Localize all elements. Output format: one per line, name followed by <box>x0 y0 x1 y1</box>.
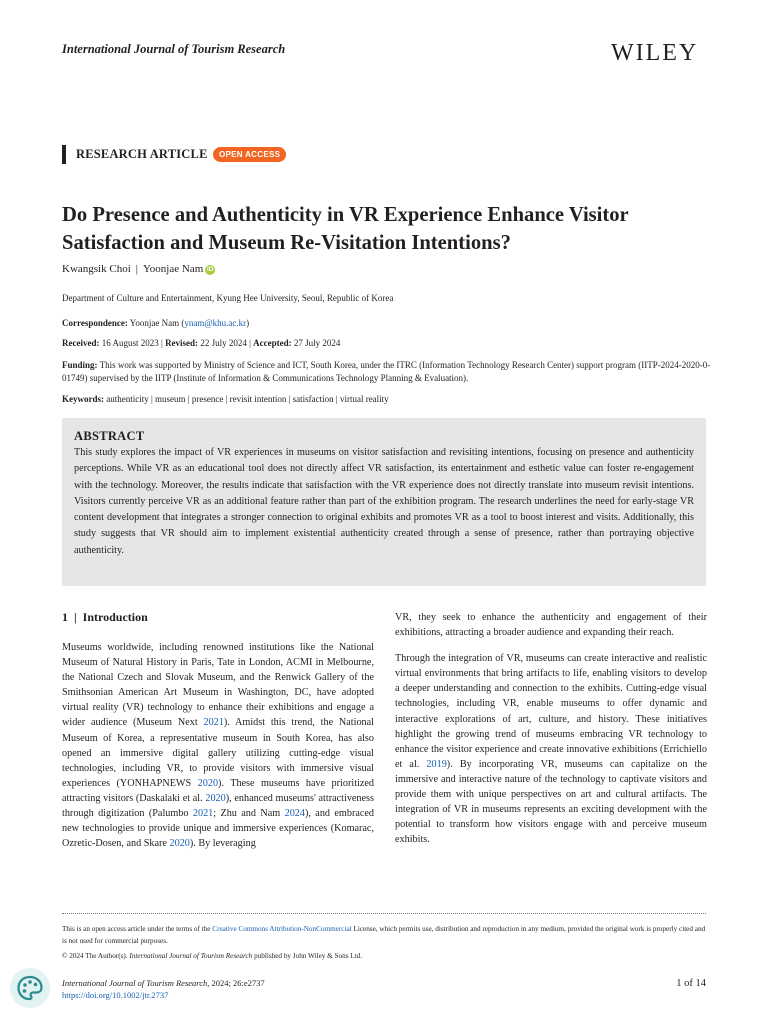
revised-label: Revised: <box>165 338 199 348</box>
citation-link[interactable]: 2020 <box>169 838 190 850</box>
keywords-label: Keywords: <box>62 394 104 404</box>
license-notice: This is an open access article under the terms of the Creative Commons Attribution-NonCommercial License, which permits use, distribution and reproduction in any medium, provided the original work is properly cited and is not used for commercial purposes. <box>62 925 706 945</box>
publisher-logo[interactable]: WILEY <box>611 40 699 66</box>
funding-label: Funding: <box>62 360 98 370</box>
body-paragraph: Museums worldwide, including renowned institutions like the National Museum of Natural History in Paris, Tate in London, ACMI in Melbourne, the National Czech and Slovak Museum, and the Renwick Gallery of the Smithsonian American Art Museum in Washington, DC, have adopted virtual reality (VR) technology to enhance their exhibitions and engage a wider audience (Museum Next 2021). Amidst this trend, the National Museum of Korea, a representative museum in South Korea, has also opened an immersive digital gallery utilizing cutting-edge visual technologies, including VR, to provide visitors with immersive visual experiences (YONHAPNEWS 2020). These museums have prioritized attracting visitors (Daskalaki et al. 2020), enhanced museums' attractiveness through digitization (Palumbo 2021; Zhu and Nam 2024), and embraced new technologies to provide unique and immersive experiences (Komarac, Ozretic-Dosen, and Skare 2020). By leveraging <box>62 642 374 850</box>
body-paragraph: Through the integration of VR, museums can create interactive and realistic virtual environments that bring artifacts to life, enabling visitors to develop a deeper understanding and connection to the exhibits. Cutting-edge visual technologies, including VR, enable museums to offer dynamic and interactive explorations of art, culture, and history. These initiatives highlight the growing trend of museums embracing VR technology to enhance the visitor experience and create innovative exhibitions (Errichiello et al. 2019). By incorporating VR, museums can capitalize on the immersive and interactive nature of the technology to captivate visitors and provide them with unique perspectives on art and cultural artifacts. The integration of VR in museums represents an exciting development with the potential to transform how visitors engage with and perceive museum exhibits. <box>395 653 707 846</box>
palette-icon[interactable] <box>10 968 50 1008</box>
footer-citation: International Journal of Tourism Research, 2024; 26:e2737 <box>62 978 265 988</box>
doi-link[interactable]: https://doi.org/10.1002/jtr.2737 <box>62 990 169 1000</box>
article-type-bar <box>62 145 66 164</box>
body-column-left <box>62 640 374 851</box>
affiliation: Department of Culture and Entertainment, Kyung Hee University, Seoul, Republic of Korea <box>62 293 394 303</box>
correspondence: Correspondence: Yoonjae Nam (ynam@khu.ac.kr) <box>62 318 250 328</box>
correspondence-label: Correspondence: <box>62 318 128 328</box>
body-paragraph: VR, they seek to enhance the authenticity and engagement of their exhibitions, attracting a broader audience and expanding their reach. <box>395 612 707 639</box>
revised-date: 22 July 2024 <box>200 338 247 348</box>
orcid-icon[interactable]: iD <box>207 266 214 273</box>
correspondence-email-link[interactable]: ynam@khu.ac.kr <box>184 318 247 328</box>
copyright-notice: © 2024 The Author(s). International Journal of Tourism Research published by John Wiley & Sons Ltd. <box>62 952 363 960</box>
author-name[interactable]: Yoonjae Nam <box>142 263 204 275</box>
license-link[interactable]: Creative Commons Attribution-NonCommercial <box>212 925 352 933</box>
author-list <box>62 263 215 275</box>
funding <box>62 359 712 385</box>
received-label: Received: <box>62 338 100 348</box>
abstract-heading: ABSTRACT <box>74 429 145 443</box>
citation-link[interactable]: 2021 <box>203 717 224 729</box>
body-column-right <box>395 610 707 847</box>
correspondence-name: Yoonjae Nam <box>129 318 180 328</box>
journal-title[interactable]: International Journal of Tourism Research <box>62 42 286 56</box>
section-title: Introduction <box>82 610 148 624</box>
abstract-text: This study explores the impact of VR experiences in museums on visitor satisfaction and revisiting intentions, focusing on presence and authenticity perceptions. While VR as an educational tool does not directly affect VR satisfaction, its entertainment and esthetic value can foster re-engagement with the technology. Moreover, the results indicate that satisfaction with the VR experience does not directly translate into museum revisit intentions. Visitors currently perceive VR as an additional feature rather than part of the exhibition program. The research underlines the need for early-stage VR content development that integrates a stronger connection to original exhibits and promotes VR as a tool to boost interest and visits. Additionally, this study suggests that VR should aim to implement existential authenticity created through a sense of presence, rather than portraying objective authenticity. <box>74 447 694 556</box>
article-type: RESEARCH ARTICLE <box>76 147 208 161</box>
open-access-badge: OPEN ACCESS <box>213 147 286 162</box>
section-heading <box>62 610 148 625</box>
article-title: Do Presence and Authenticity in VR Experience Enhance Visitor Satisfaction and Museum Re-Visitation Intentions? <box>62 204 629 254</box>
page-number: 1 of 14 <box>676 978 706 989</box>
keywords-list: authenticity | museum | presence | revisit intention | satisfaction | virtual reality <box>106 394 389 404</box>
author-separator: | <box>135 263 138 275</box>
funding-text: This work was supported by Ministry of Science and ICT, South Korea, under the ITRC (Information Technology Research Center) support program (IITP-2024-2020-0-01749) supervised by the IITP (Institute of Information & Communications Technology Planning & Evaluation). <box>62 360 711 383</box>
citation-link[interactable]: 2024 <box>284 808 305 820</box>
accepted-date: 27 July 2024 <box>293 338 341 348</box>
article-dates <box>62 337 712 350</box>
section-separator: | <box>74 610 77 624</box>
date-separator: | <box>161 338 166 348</box>
keywords <box>62 393 712 406</box>
accepted-label: Accepted: <box>253 338 292 348</box>
citation-link[interactable]: 2019 <box>426 758 447 770</box>
footer-journal-name: International Journal of Tourism Research <box>62 978 208 988</box>
footer-divider <box>62 913 706 914</box>
citation-link[interactable]: 2020 <box>197 777 219 789</box>
citation-link[interactable]: 2020 <box>205 792 226 804</box>
received-date: 16 August 2023 <box>101 338 159 348</box>
date-separator: | <box>249 338 254 348</box>
author-name[interactable]: Kwangsik Choi <box>62 263 131 275</box>
citation-link[interactable]: 2021 <box>192 808 214 820</box>
section-number: 1 <box>62 610 68 624</box>
